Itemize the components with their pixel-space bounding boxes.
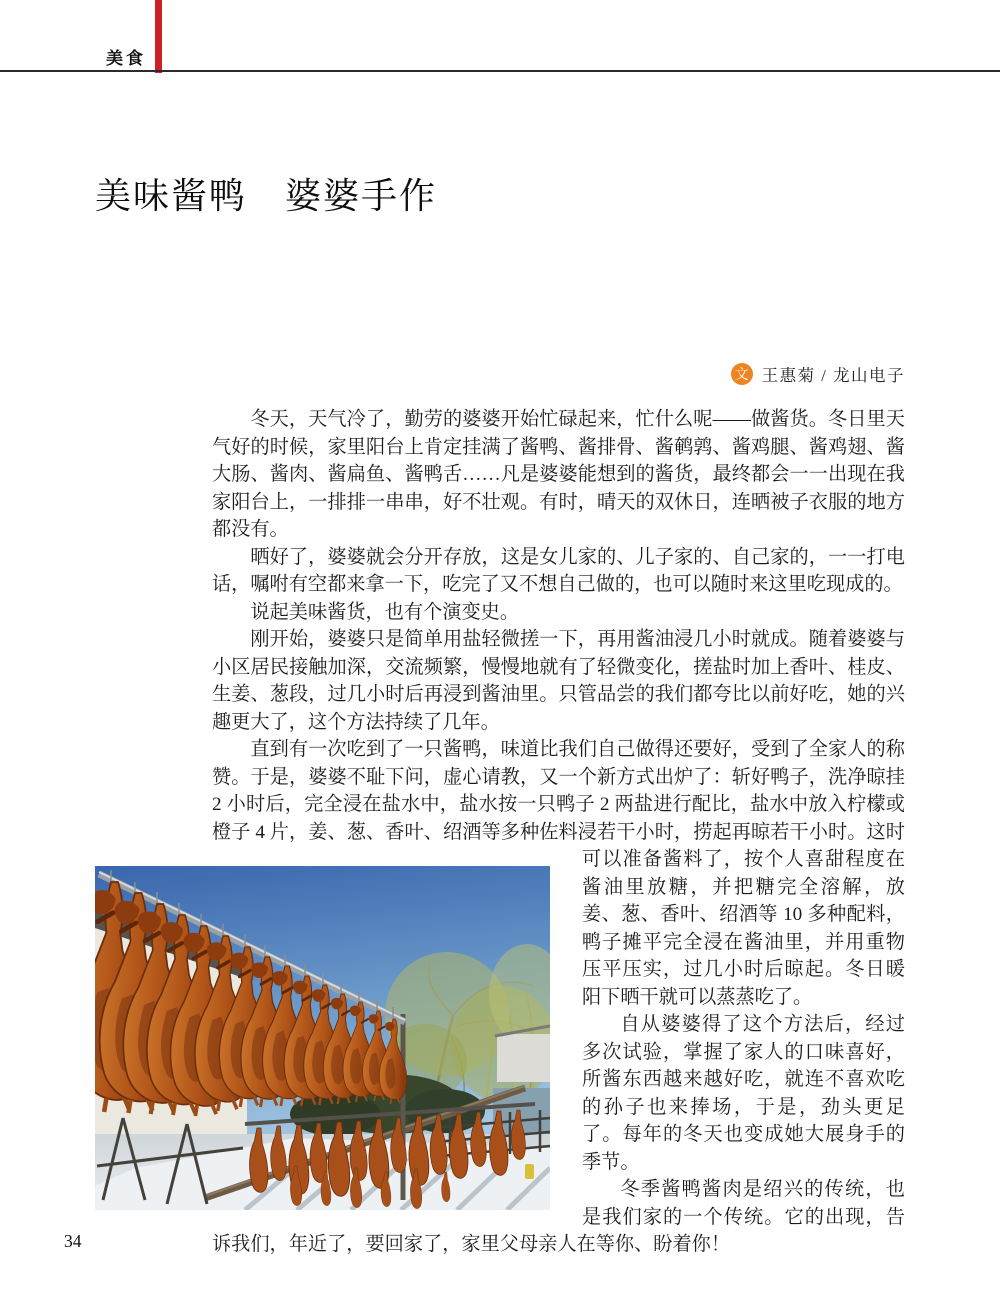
page-title: 美味酱鸭 婆婆手作 — [95, 175, 438, 216]
paragraph: 说起美味酱货，也有个演变史。 — [250, 601, 520, 623]
paragraph: 刚开始，婆婆只是简单用盐轻微搓一下，再用酱油浸几小时就成。随着婆婆与小区居民接触加深，交流频繁，慢慢地就有了轻微变化，搓盐时加上香叶、桂皮、生姜、葱段，过几小时后再浸到酱油里。只管品尝的我们都夸比以前好吃，她的兴趣更大了，这个方法持续了几年。 — [212, 629, 905, 733]
paragraph-text: 直到有一次吃到了一只酱鸭，味道比我们自己做得还要好，受到了全家人的称赞。于是，婆婆不耻下问，虚心请教，又一个新方式出炉了：斩好鸭子，洗净晾挂 2 小时后，完全浸在盐水中，盐水按一只鸭子 2 两盐进行配比，盐水中放入柠檬或橙子 4 片，姜、葱、香叶、绍酒等多种佐料浸若干小时，捞起再晾若干小时。这时可以准备酱料了，按个人 — [212, 739, 905, 870]
paragraph: 冬季酱鸭酱肉是绍兴的传统，也是我们家的一个传统。它的出现，告诉我们，年近了，要回家了，家里父母亲人在等你、盼着你！ — [212, 1179, 905, 1255]
article-photo — [95, 866, 550, 1210]
paragraph: 自从婆婆得了这个方法后，经过多次试验，掌握了家人的口味喜好，所酱东西越来越好吃，就连不喜欢吃的孙子也来捧场，于是，劲头更足了。每年的冬天也变成她大展身手的季节。 — [582, 1014, 905, 1173]
page-number: 34 — [64, 1231, 82, 1251]
paragraph-text: 喜甜程度在酱油里放糖，并把糖完全溶解，放姜、葱、香叶、绍酒等 10 多种配料，鸭子摊平完全浸在酱油里，并用重物压平压实，过几小时后晾起。冬日暖阳下晒干就可以蒸蒸吃了。 — [582, 849, 906, 1008]
article-body — [212, 406, 905, 1259]
accent-red-bar — [155, 0, 162, 73]
category-label: 美食 — [106, 49, 146, 68]
author-credit: 王惠菊 / 龙山电子 — [761, 366, 905, 385]
paragraph: 晒好了，婆婆就会分开存放，这是女儿家的、儿子家的、自己家的，一一打电话，嘱咐有空都来拿一下，吃完了又不想自己做的，也可以随时来这里吃现成的。 — [212, 546, 905, 595]
paragraph: 冬天，天气冷了，勤劳的婆婆开始忙碌起来，忙什么呢——做酱货。冬日里天气好的时候，家里阳台上肯定挂满了酱鸭、酱排骨、酱鹌鹑、酱鸡腿、酱鸡翅、酱大肠、酱肉、酱扁鱼、酱鸭舌……凡是婆婆能想到的酱货，最终都会一一出现在我家阳台上，一排排一串串，好不壮观。有时，晴天的双休日，连晒被子衣服的地方都没有。 — [212, 409, 905, 540]
header-rule — [0, 70, 1000, 72]
paragraph — [212, 736, 905, 1011]
author-badge-icon: 文 — [731, 363, 753, 385]
drying-ducks-photo — [95, 866, 550, 1210]
byline — [731, 362, 905, 386]
